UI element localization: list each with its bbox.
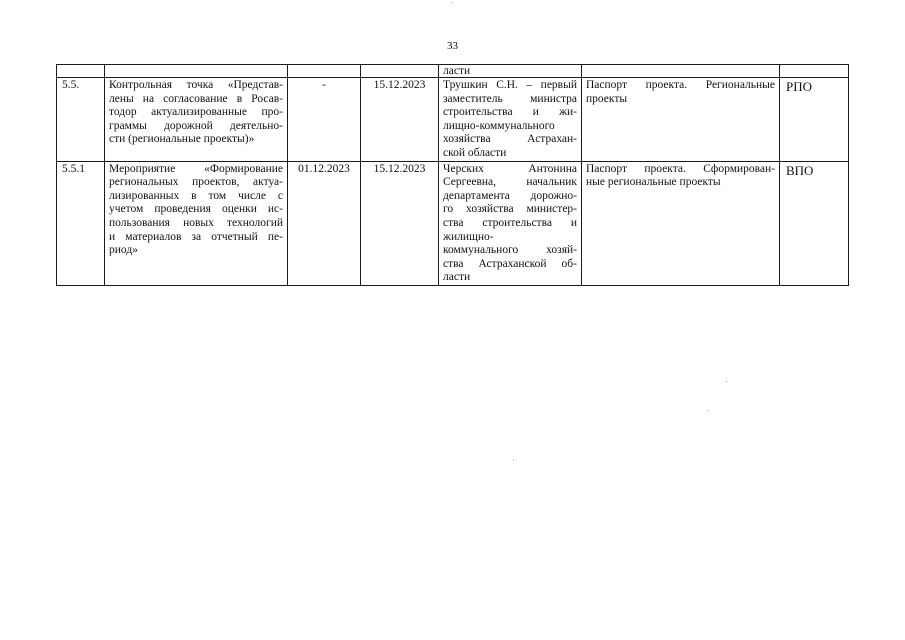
row-description (105, 78, 288, 162)
description-line: лены на согласование в Росав- (109, 92, 283, 105)
control-points-table (56, 64, 849, 286)
description-line: региональных проектов, актуа- (109, 176, 283, 189)
scan-speck (726, 381, 727, 382)
continuation-responsible-cell: ласти (439, 65, 582, 78)
continuation-end-cell (361, 65, 439, 78)
document-line: Паспорт проекта. Сформирован- (586, 162, 775, 175)
row-status: ВПО (780, 161, 849, 285)
responsible-line: Трушкин С.Н. – первый (443, 79, 577, 91)
continuation-document-cell (582, 65, 780, 78)
document-line: ные региональные проекты (586, 176, 721, 189)
responsible-line: жилищно- (443, 230, 494, 243)
row-end-date: 15.12.2023 (361, 161, 439, 285)
table-row (57, 78, 849, 162)
row-responsible (439, 78, 582, 162)
continuation-num-cell (57, 65, 105, 78)
description-line: Контрольная точка «Представ- (109, 79, 283, 91)
description-line: сти (региональные проекты)» (109, 133, 255, 146)
continuation-row (57, 65, 849, 78)
row-description (105, 161, 288, 285)
row-status: РПО (780, 78, 849, 162)
scan-speck (707, 410, 708, 411)
row-start-date: 01.12.2023 (288, 161, 361, 285)
row-document (582, 161, 780, 285)
responsible-line: ства Астраханской об- (443, 257, 577, 270)
continuation-status-cell (780, 65, 849, 78)
responsible-line: строительства и жи- (443, 106, 577, 119)
row-number: 5.5. (57, 78, 105, 162)
row-responsible (439, 161, 582, 285)
description-line: учетом проведения оценки ис- (109, 203, 283, 216)
row-document (582, 78, 780, 162)
document-line: Паспорт проекта. Региональные (586, 79, 775, 91)
description-line: пользования новых технологий (109, 216, 283, 229)
description-line: и материалов за отчетный пе- (109, 230, 283, 243)
description-line: граммы дорожной деятельно- (109, 119, 283, 132)
continuation-description-cell (105, 65, 288, 78)
responsible-line: хозяйства Астрахан- (443, 133, 577, 146)
continuation-start-cell (288, 65, 361, 78)
responsible-line: коммунального хозяй- (443, 244, 577, 257)
row-end-date: 15.12.2023 (361, 78, 439, 162)
description-line: лизированных в том числе с (109, 189, 283, 202)
responsible-line: департамента дорожно- (443, 189, 577, 202)
scan-speck (451, 2, 452, 3)
responsible-line: ства строительства и (443, 216, 577, 229)
responsible-line: Черских Антонина (443, 162, 577, 175)
responsible-line: Сергеевна, начальник (443, 176, 577, 189)
row-start-date: - (288, 78, 361, 162)
responsible-line: лищно-коммунального (443, 119, 555, 132)
document-line: проекты (586, 92, 628, 105)
scan-speck (513, 460, 514, 461)
description-line: Мероприятие «Формирование (109, 162, 283, 175)
row-number: 5.5.1 (57, 161, 105, 285)
responsible-line: го хозяйства министер- (443, 203, 577, 216)
responsible-line: ласти (443, 271, 471, 284)
responsible-line: заместитель министра (443, 92, 577, 105)
description-line: тодор актуализированные про- (109, 106, 283, 119)
description-line: риод» (109, 244, 138, 257)
table-row (57, 161, 849, 285)
responsible-line: ской области (443, 146, 507, 159)
page-number: 33 (447, 40, 458, 52)
